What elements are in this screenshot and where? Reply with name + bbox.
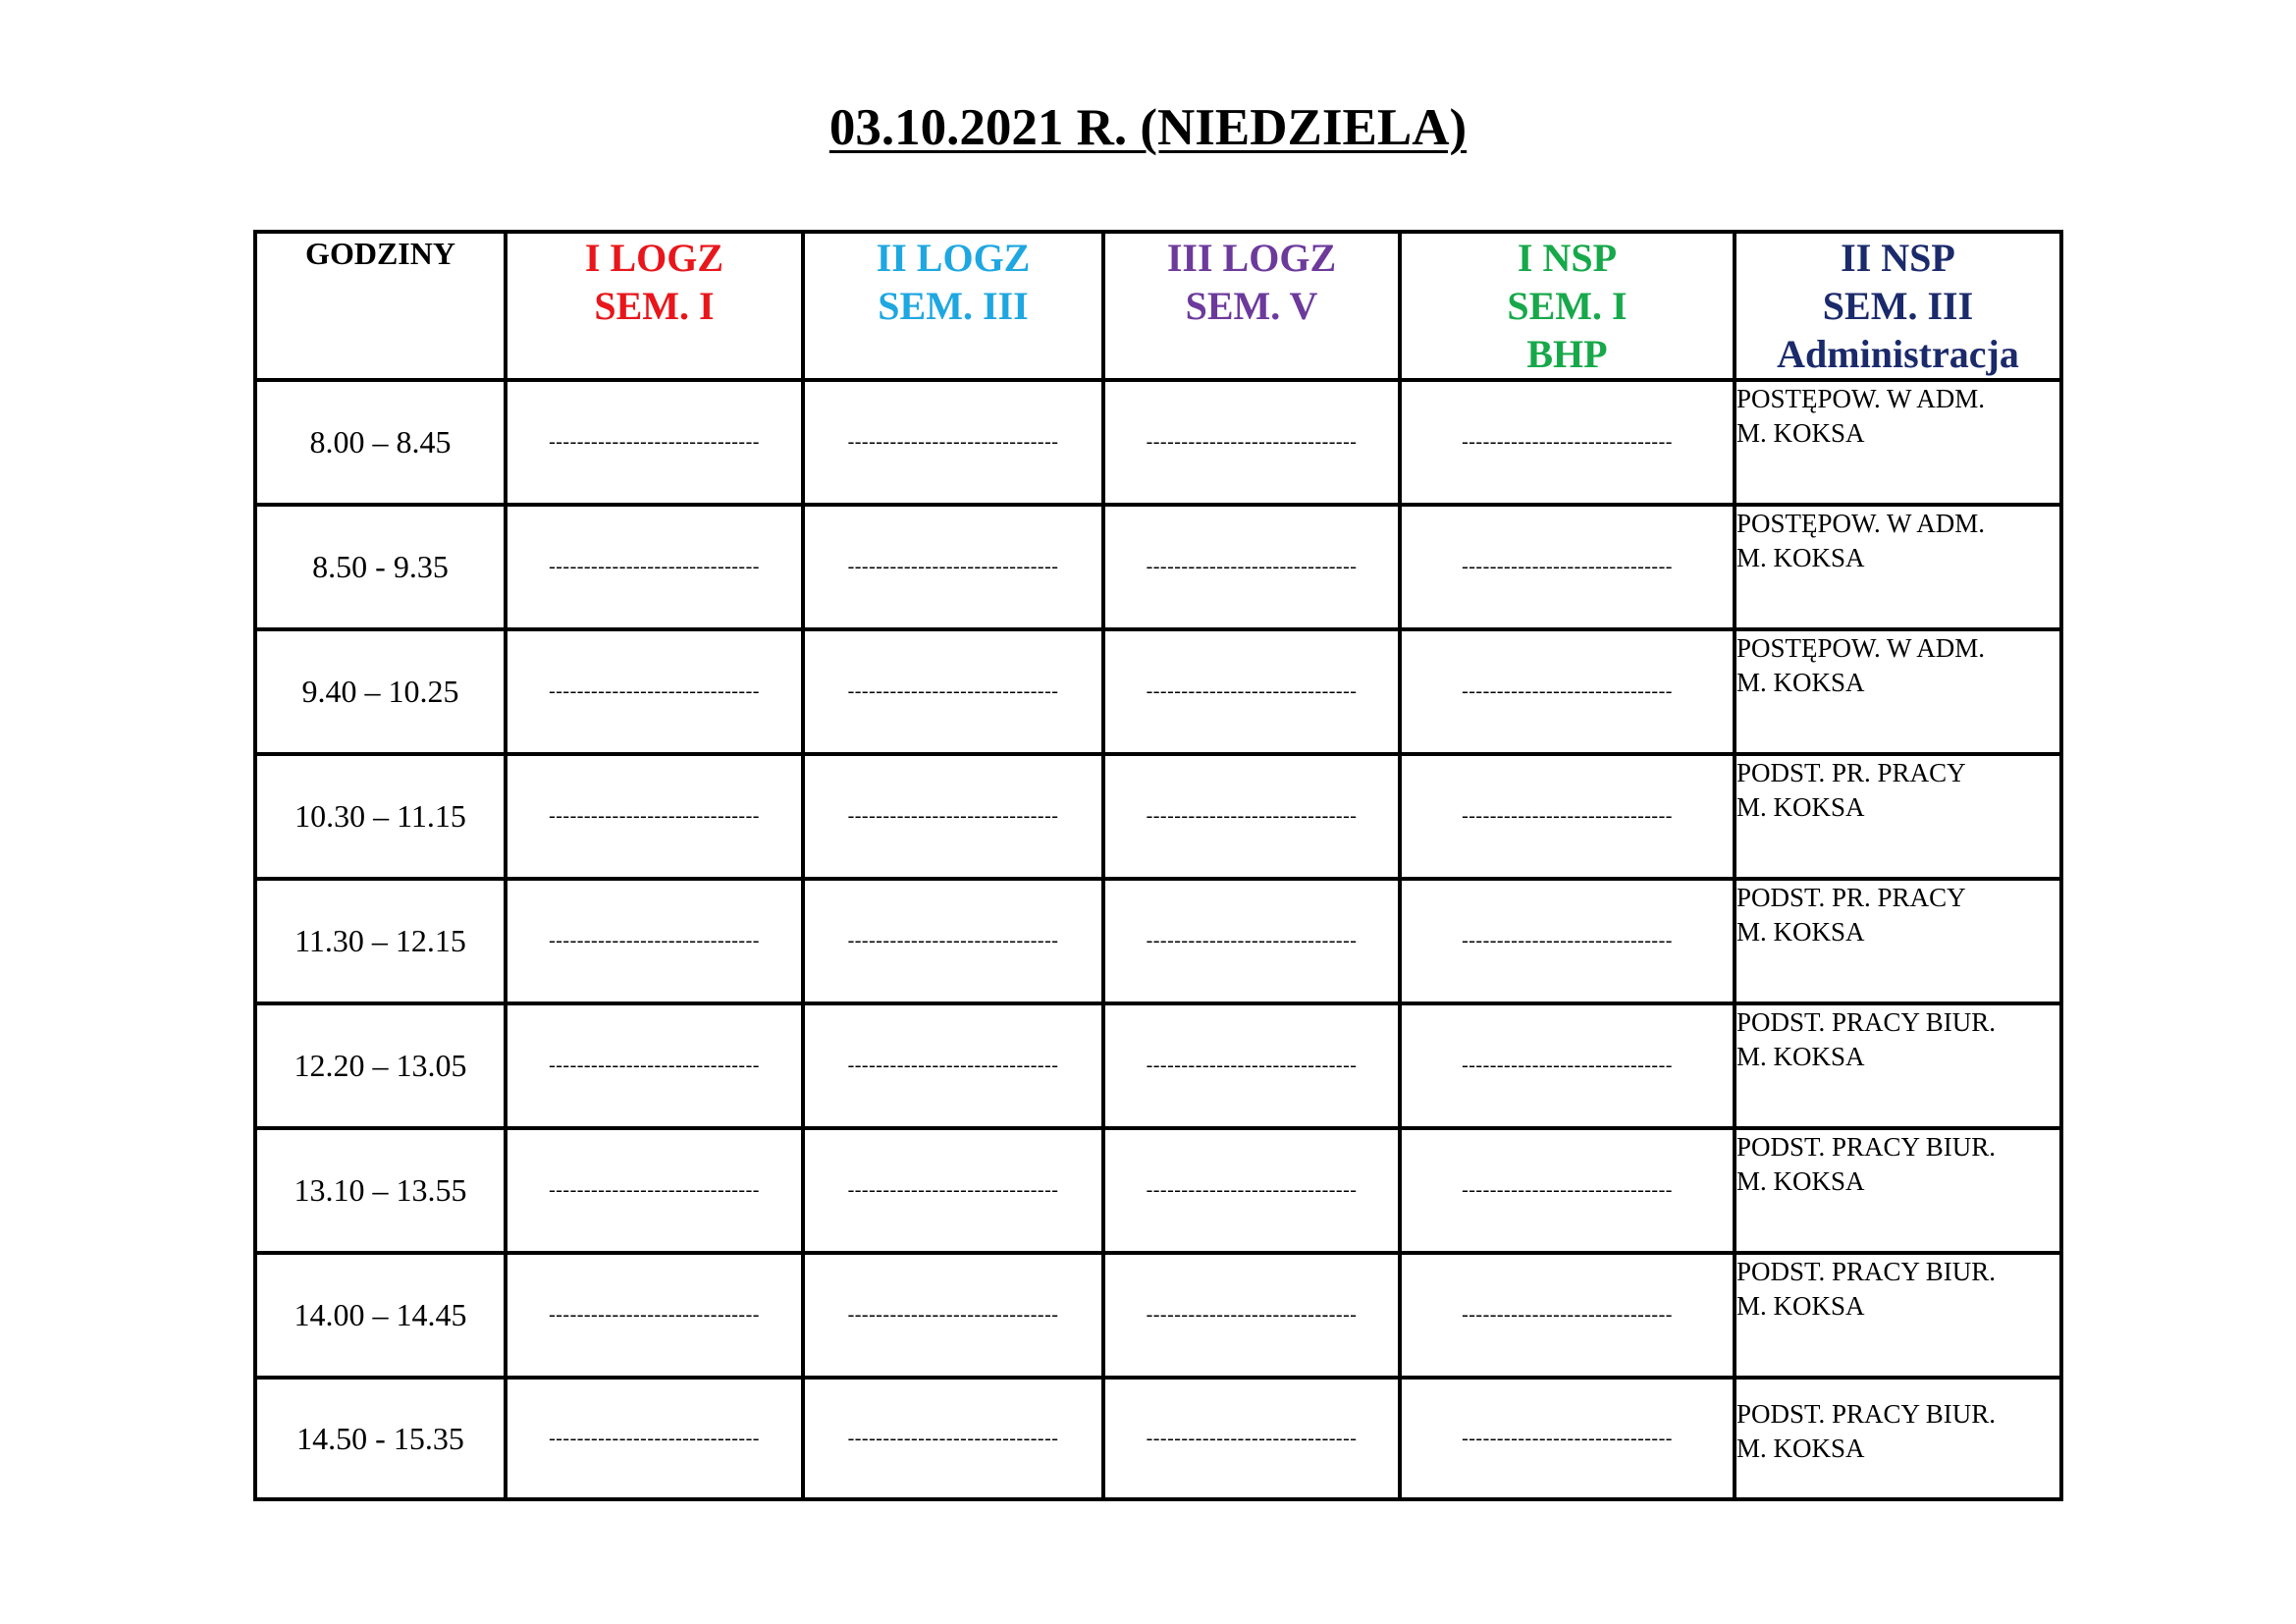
empty-cell-logz1: ------------------------------ [506,754,803,879]
teacher-name: M. KOKSA [1736,418,1865,448]
subject-name: PODST. PRACY BIUR. [1736,1132,1997,1162]
subject-name: POSTĘPOW. W ADM. [1736,509,1986,538]
teacher-name: M. KOKSA [1736,1166,1865,1196]
empty-cell-nsp1: ------------------------------ [1400,505,1735,629]
empty-cell-logz1: ------------------------------ [506,505,803,629]
header-nsp1 [1400,232,1735,380]
teacher-name: M. KOKSA [1736,668,1865,697]
empty-cell-logz3: ------------------------------ [1103,629,1400,754]
time-cell: 13.10 – 13.55 [255,1128,506,1253]
subject-name: PODST. PRACY BIUR. [1736,1257,1997,1286]
empty-cell-logz3: ------------------------------ [1103,879,1400,1003]
subject-cell-nsp2 [1735,505,2061,629]
empty-cell-logz2: ------------------------------ [803,754,1103,879]
subject-name: PODST. PRACY BIUR. [1736,1007,1997,1037]
empty-cell-logz3: ------------------------------ [1103,1253,1400,1378]
time-cell: 10.30 – 11.15 [255,754,506,879]
teacher-name: M. KOKSA [1736,1434,1865,1463]
table-row [255,1378,2061,1499]
time-cell: 14.00 – 14.45 [255,1253,506,1378]
header-nsp1-semester: SEM. I [1507,284,1628,328]
header-logz2-name: II LOGZ [876,236,1031,280]
empty-cell-logz2: ------------------------------ [803,380,1103,505]
empty-cell-nsp1: ------------------------------ [1400,380,1735,505]
schedule-table [253,230,2063,1501]
subject-cell-nsp2 [1735,1003,2061,1128]
table-row [255,754,2061,879]
table-row [255,629,2061,754]
subject-cell-nsp2 [1735,1253,2061,1378]
header-logz1 [506,232,803,380]
empty-cell-logz3: ------------------------------ [1103,1128,1400,1253]
empty-cell-logz3: ------------------------------ [1103,1003,1400,1128]
table-row [255,879,2061,1003]
empty-cell-logz2: ------------------------------ [803,1003,1103,1128]
empty-cell-logz3: ------------------------------ [1103,754,1400,879]
empty-cell-logz2: ------------------------------ [803,1128,1103,1253]
header-nsp1-specialty: BHP [1526,332,1608,376]
time-cell: 8.50 - 9.35 [255,505,506,629]
empty-cell-logz3: ------------------------------ [1103,505,1400,629]
subject-cell-nsp2 [1735,754,2061,879]
empty-cell-logz1: ------------------------------ [506,1003,803,1128]
subject-name: PODST. PR. PRACY [1736,758,1966,787]
header-nsp2 [1735,232,2061,380]
table-row [255,1253,2061,1378]
empty-cell-nsp1: ------------------------------ [1400,629,1735,754]
time-cell: 14.50 - 15.35 [255,1378,506,1499]
header-logz1-name: I LOGZ [584,236,724,280]
empty-cell-logz2: ------------------------------ [803,629,1103,754]
teacher-name: M. KOKSA [1736,917,1865,947]
empty-cell-nsp1: ------------------------------ [1400,1253,1735,1378]
subject-cell-nsp2 [1735,1128,2061,1253]
table-row [255,380,2061,505]
header-logz3-name: III LOGZ [1166,236,1337,280]
table-row [255,505,2061,629]
teacher-name: M. KOKSA [1736,543,1865,572]
header-nsp1-name: I NSP [1517,236,1618,280]
subject-cell-nsp2 [1735,629,2061,754]
empty-cell-logz1: ------------------------------ [506,1378,803,1499]
empty-cell-nsp1: ------------------------------ [1400,1128,1735,1253]
header-nsp2-specialty: Administracja [1777,332,2019,376]
time-cell: 9.40 – 10.25 [255,629,506,754]
subject-cell-nsp2 [1735,380,2061,505]
subject-cell-nsp2 [1735,879,2061,1003]
empty-cell-logz2: ------------------------------ [803,1378,1103,1499]
teacher-name: M. KOKSA [1736,1291,1865,1321]
subject-name: POSTĘPOW. W ADM. [1736,633,1986,663]
subject-name: PODST. PRACY BIUR. [1736,1399,1997,1429]
time-cell: 8.00 – 8.45 [255,380,506,505]
empty-cell-logz1: ------------------------------ [506,380,803,505]
empty-cell-nsp1: ------------------------------ [1400,1378,1735,1499]
empty-cell-logz2: ------------------------------ [803,879,1103,1003]
empty-cell-logz1: ------------------------------ [506,629,803,754]
header-logz2-semester: SEM. III [878,284,1029,328]
header-nsp2-name: II NSP [1841,236,1955,280]
empty-cell-logz1: ------------------------------ [506,879,803,1003]
teacher-name: M. KOKSA [1736,1042,1865,1071]
empty-cell-logz1: ------------------------------ [506,1128,803,1253]
subject-name: PODST. PR. PRACY [1736,883,1966,912]
teacher-name: M. KOKSA [1736,792,1865,822]
empty-cell-nsp1: ------------------------------ [1400,754,1735,879]
header-hours-label: GODZINY [305,236,455,271]
subject-name: POSTĘPOW. W ADM. [1736,384,1986,413]
subject-cell-nsp2 [1735,1378,2061,1499]
header-hours [255,232,506,380]
empty-cell-nsp1: ------------------------------ [1400,879,1735,1003]
header-logz3 [1103,232,1400,380]
empty-cell-logz1: ------------------------------ [506,1253,803,1378]
time-cell: 12.20 – 13.05 [255,1003,506,1128]
empty-cell-logz3: ------------------------------ [1103,380,1400,505]
header-nsp2-semester: SEM. III [1822,284,1974,328]
header-row [255,232,2061,380]
time-cell: 11.30 – 12.15 [255,879,506,1003]
header-logz1-semester: SEM. I [594,284,715,328]
empty-cell-logz2: ------------------------------ [803,505,1103,629]
page-title: 03.10.2021 R. (NIEDZIELA) [828,99,1468,156]
header-logz2 [803,232,1103,380]
table-row [255,1003,2061,1128]
empty-cell-nsp1: ------------------------------ [1400,1003,1735,1128]
table-row [255,1128,2061,1253]
empty-cell-logz3: ------------------------------ [1103,1378,1400,1499]
empty-cell-logz2: ------------------------------ [803,1253,1103,1378]
header-logz3-semester: SEM. V [1185,284,1318,328]
